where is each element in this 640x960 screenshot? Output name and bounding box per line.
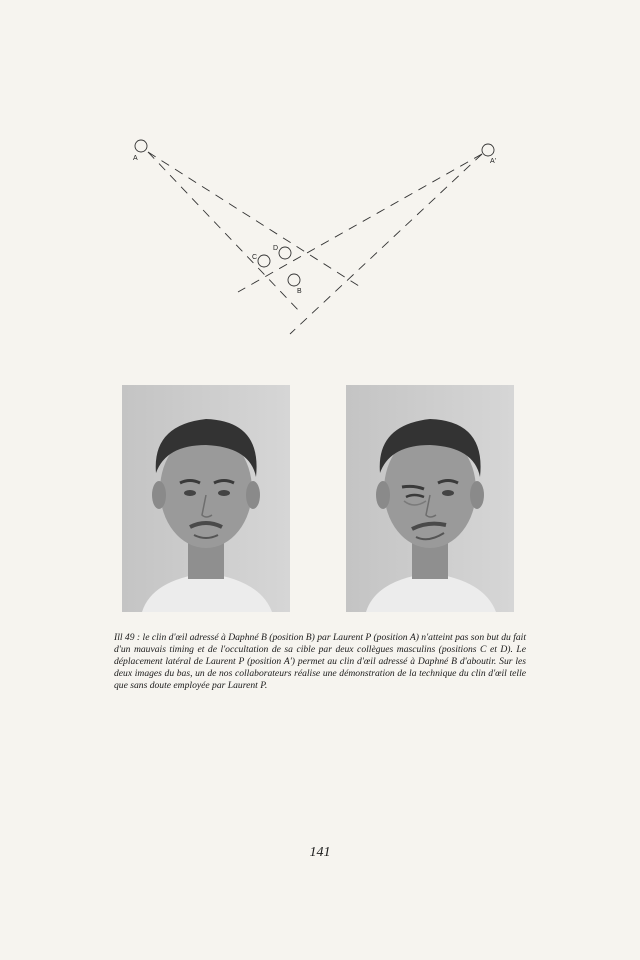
position-b-label: B [297,288,302,295]
position-aprime-label: A' [490,158,497,165]
position-d-label: D [273,245,279,252]
sightline-a-upper [148,152,362,288]
sightline-dashes [148,152,482,334]
position-d-marker [279,247,291,259]
sightline-a-lower [148,152,300,312]
position-c-marker [258,255,270,267]
position-c-label: C [252,254,258,261]
sightline-aprime-lower [290,154,482,334]
sightline-diagram [0,0,640,360]
position-aprime-marker [482,144,494,156]
figure-caption: Ill 49 : le clin d'œil adressé à Daphné B (position B) par Laurent P (position A) n'atteint pas son but du fait d'un mauvais timing et de l'occultation de sa cible par deux collègues masculins (positions C et D). Le déplacement latéral de Laurent P (position A') permet au clin d'œil adressé à Daphné B d'aboutir. Sur les deux images du bas, un de nos collaborateurs réalise une démonstration de la technique du clin d'œil telle que sans doute employée par Laurent P. [114,632,526,691]
position-b-marker [288,274,300,286]
page-number: 141 [309,845,331,860]
sightline-aprime-upper [238,154,482,292]
position-a-label: A [133,155,138,162]
position-a-marker [135,140,147,152]
photo-neutral-face [122,385,290,612]
photo-winking-face [346,385,514,612]
